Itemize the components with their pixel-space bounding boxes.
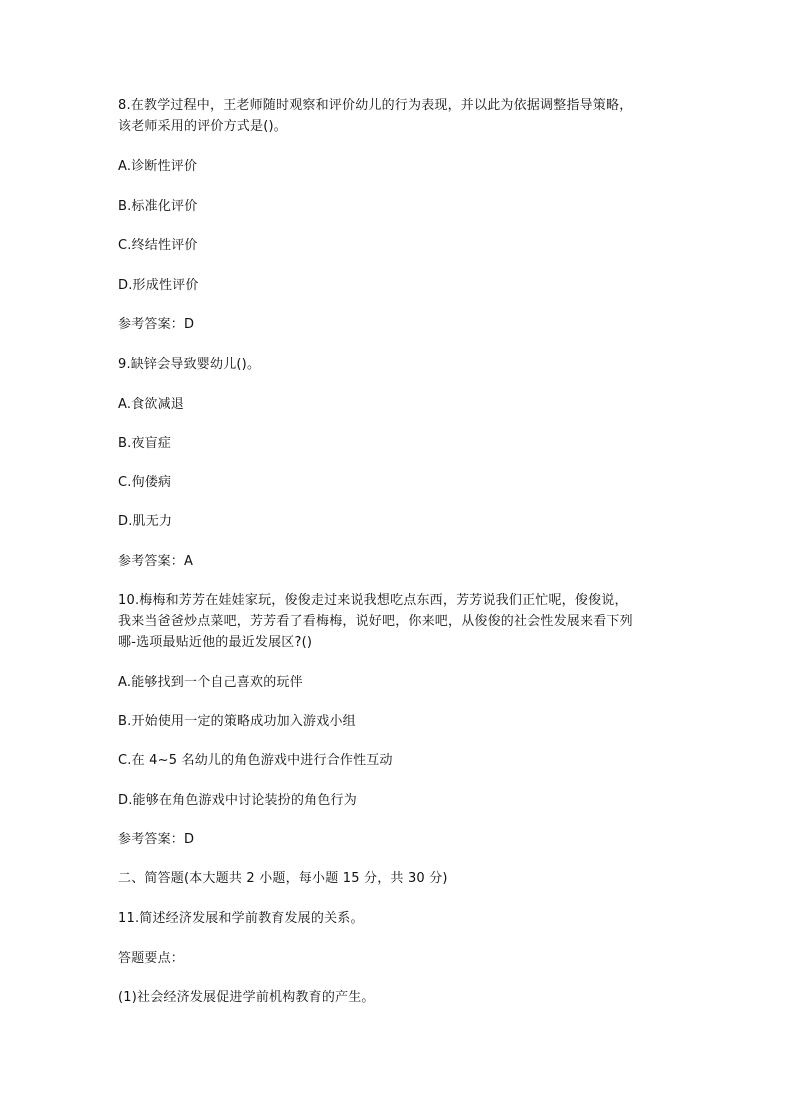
q9-option-a: A.食欲减退 [118, 397, 184, 412]
q9-option-c: C.佝偻病 [118, 475, 172, 490]
q8-option-a: A.诊断性评价 [118, 159, 198, 174]
q8-question-line1: 8.在教学过程中，王老师随时观察和评价幼儿的行为表现，并以此为依据调整指导策略， [118, 98, 633, 113]
section-heading: 二、简答题(本大题共 2 小题，每小题 15 分，共 30 分) [118, 871, 448, 886]
q8-option-c: C.终结性评价 [118, 238, 198, 253]
q10-question-line1: 10.梅梅和芳芳在娃娃家玩，俊俊走过来说我想吃点东西，芳芳说我们正忙呢，俊俊说， [118, 593, 628, 608]
q9-option-b: B.夜盲症 [118, 436, 172, 451]
q8-answer: 参考答案：D [118, 317, 195, 332]
q10-option-a: A.能够找到一个自己喜欢的玩伴 [118, 675, 303, 690]
q10-question-line2: 我来当爸爸炒点菜吧，芳芳看了看梅梅，说好吧，你来吧，从俊俊的社会性发展来看下列 [118, 614, 633, 629]
q11-answer-label: 答题要点： [118, 951, 185, 966]
q10-option-d: D.能够在角色游戏中讨论装扮的角色行为 [118, 793, 357, 808]
q11-point-1: (1)社会经济发展促进学前机构教育的产生。 [118, 990, 375, 1005]
q10-option-c: C.在 4~5 名幼儿的角色游戏中进行合作性互动 [118, 753, 393, 768]
q9-question: 9.缺锌会导致婴幼儿()。 [118, 357, 261, 372]
q10-option-b: B.开始使用一定的策略成功加入游戏小组 [118, 714, 356, 729]
q11-question: 11.简述经济发展和学前教育发展的关系。 [118, 911, 364, 926]
q8-question-line2: 该老师采用的评价方式是()。 [118, 119, 287, 134]
q9-option-d: D.肌无力 [118, 514, 173, 529]
q9-answer: 参考答案：A [118, 554, 194, 569]
q8-option-b: B.标准化评价 [118, 199, 198, 214]
q10-question-line3: 哪-选项最贴近他的最近发展区?() [118, 635, 313, 650]
q10-answer: 参考答案：D [118, 832, 195, 847]
q8-option-d: D.形成性评价 [118, 278, 199, 293]
